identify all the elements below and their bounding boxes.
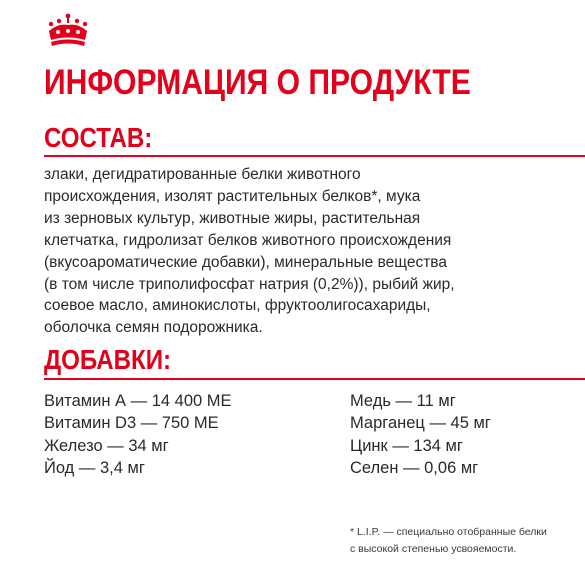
additives-heading: ДОБАВКИ:	[44, 344, 172, 375]
composition-line: (вкусоароматические добавки), минеральные вещества	[44, 253, 447, 271]
additive-item: Витамин D3 — 750 МЕ	[44, 414, 219, 433]
additive-item: Медь — 11 мг	[350, 392, 456, 410]
footnote-line: с высокой степенью усвояемости.	[350, 543, 517, 555]
composition-line: из зерновых культур, животные жиры, растительная	[44, 209, 421, 227]
additive-item: Витамин А — 14 400 МЕ	[44, 392, 232, 410]
footnote	[350, 524, 570, 558]
additives-column-left	[44, 390, 232, 479]
additive-item: Селен — 0,06 мг	[350, 458, 479, 477]
crown-icon	[44, 13, 92, 53]
additive-item: Цинк — 134 мг	[350, 436, 463, 455]
additive-item: Марганец — 45 мг	[350, 414, 491, 433]
composition-line: злаки, дегидратированные белки животного	[44, 166, 361, 183]
page-title: ИНФОРМАЦИЯ О ПРОДУКТЕ	[44, 63, 471, 102]
additives-column-right	[350, 390, 491, 479]
additives-divider	[44, 378, 585, 380]
composition-divider	[44, 155, 585, 157]
composition-heading: СОСТАВ:	[44, 122, 153, 153]
footnote-line: * L.I.P. — специально отобранные белки	[350, 526, 547, 538]
additive-item: Железо — 34 мг	[44, 436, 169, 455]
composition-line: клетчатка, гидролизат белков животного происхождения	[44, 231, 452, 249]
additive-item: Йод — 3,4 мг	[44, 458, 145, 477]
composition-line: (в том числе триполифосфат натрия (0,2%)), рыбий жир,	[44, 275, 455, 293]
composition-line: оболочка семян подорожника.	[44, 319, 263, 337]
composition-line: происхождения, изолят растительных белков*, мука	[44, 187, 421, 205]
composition-line: соевое масло, аминокислоты, фруктоолигосахариды,	[44, 297, 431, 315]
composition-text	[44, 164, 564, 339]
